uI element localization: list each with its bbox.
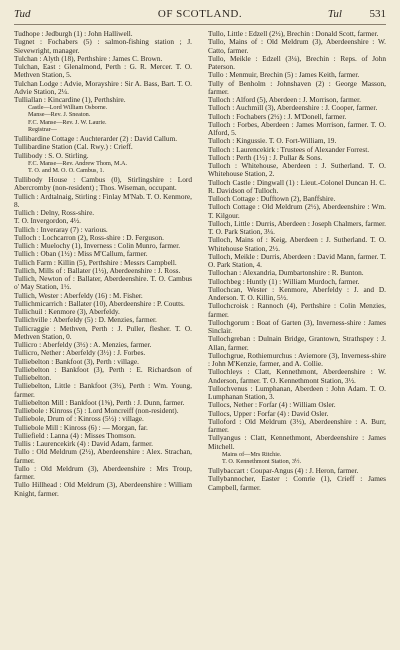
header-left-word: Tud [14, 8, 31, 20]
gazetteer-entry: Tullo : Old Meldrum (2½), Aberdeenshire : Alex. Strachan, farmer. [14, 447, 192, 465]
gazetteer-entry: Tulloch : Perth (1½) : J. Pullar & Sons. [208, 152, 323, 162]
gazetteer-sub-entry: Manse—Rev. J. Sneaton. [28, 111, 91, 119]
gazetteer-entry: Tullo, Meikle : Edzell (3¼), Brechin : Reps. of John Paterson. [208, 53, 386, 71]
gazetteer-entry: Tullochcan, Wester : Kenmore, Aberfeldy : J. and D. Anderson. T. O. Killin, 5½. [208, 284, 386, 302]
gazetteer-entry: Tulchan, East : Glenalmond, Perth : G. R. Mercer. T. O. Methven Station, 5. [14, 62, 192, 80]
gazetteer-entry: Tullich, Mills of : Ballater (1½), Aberdeenshire : J. Ross. [14, 265, 181, 275]
header-right [328, 8, 386, 20]
gazetteer-entry: Tulloch : Alford (5), Aberdeen : J. Morrison, farmer. [208, 95, 361, 104]
gazetteer-entry: Tullicro, Nether : Aberfeldy (3½) : J. Forbes. [14, 348, 146, 358]
gazetteer-entry: Tulloch : Kingussie. T. O. Fort-William, 19. [208, 136, 337, 146]
gazetteer-entry: Tullybannocher, Easter : Comrie (1), Crieff : James Campbell, farmer. [208, 474, 386, 492]
gazetteer-sub-entry: F.C. Manse—Rev. Andrew Thom, M.A. [28, 159, 128, 167]
gazetteer-entry: Tulloch : Laurencekirk : Trustees of Alexander Forrest. [208, 144, 370, 154]
gazetteer-entry: Tullich, Wester : Aberfeldy (16) : M. Fisher. [14, 290, 143, 300]
gazetteer-entry: Tulloch, Mains of : Keig, Aberdeen : J. Sutherland. T. O. Whitehouse Station, 2½. [208, 235, 386, 253]
gazetteer-entry: Tulloch, Little : Durris, Aberdeen : Joseph Chalmers, farmer. T. O. Park Station, 3¼. [208, 218, 386, 236]
gazetteer-entry: Tulloch : Lochcarron (2), Ross-shire : D. Ferguson. [14, 232, 164, 242]
gazetteer-entry: Tullich, Newton of : Ballater, Aberdeenshire. T. O. Cambus o' May Station, 1½. [14, 274, 192, 292]
gazetteer-entry: Tullochgorum : Boat of Garten (3), Inverness-shire : James Sinclair. [208, 317, 386, 335]
gazetteer-entry: Tudhope : Jedburgh (1) : John Halliwell. [14, 29, 133, 38]
gazetteer-entry: Tulliebelton : Bankfoot (3), Perth : village. [14, 356, 139, 366]
gazetteer-entry: Tullich : Delny, Ross-shire. [14, 208, 95, 218]
gazetteer-entry: Tulloford : Old Meldrum (3½), Aberdeenshire : A. Burr, farmer. [208, 416, 386, 434]
gazetteer-entry: Tulliebole Mill : Kinross (6) : — Morgan, far. [14, 422, 148, 432]
gazetteer-entry: T. O. Invergordon, 4½. [14, 216, 82, 226]
gazetteer-entry: Tullocs, Upper : Forfar (4) : David Osler. [208, 408, 329, 418]
gazetteer-entry: Tullochgrue, Rothiemurchus : Aviemore (3), Inverness-shire : John M'Kenzie, farmer, and A. Collie. [208, 350, 386, 368]
gazetteer-entry: Tulloch Cottage : Old Meldrum (2½), Aberdeenshire : Wm. T. Kilgour. [208, 202, 386, 220]
gazetteer-entry: Tullichmicarrich : Ballater (10), Aberdeenshire : P. Coutts. [14, 298, 185, 308]
gazetteer-entry: Tullochcroisk : Rannoch (4), Perthshire : Colin Menzies, farmer. [208, 301, 386, 319]
gazetteer-entry: Tullochan : Alexandria, Dumbartonshire : R. Bunton. [208, 268, 364, 278]
gazetteer-entry: Tulloch : Whitehouse, Aberdeen : J. Sutherland. T. O. Whitehouse Station, 2. [208, 161, 386, 179]
right-column [208, 30, 386, 492]
gazetteer-entry: Tulchan : Alyth (18), Perthshire : James C. Brown. [14, 53, 163, 63]
gazetteer-entry: Tulloch, Meikle : Durris, Aberdeen : David Mann, farmer. T. O. Park Station, 4. [208, 251, 386, 269]
gazetteer-entry: Tullibardine Cottage : Auchterarder (2) : David Callum. [14, 134, 178, 144]
gazetteer-entry: Tulloch : Forbes, Aberdeen : James Morrison, farmer. T. O. Alford, 5. [208, 119, 386, 137]
gazetteer-entry: Tullibardine Station (Cal. Rwy.) : Crieff. [14, 142, 133, 152]
gazetteer-entry: Tullochvenus : Lumphanan, Aberdeen : John Adam. T. O. Lumphanan Station, 3. [208, 383, 386, 401]
gazetteer-entry: Tullo Hillhead : Old Meldrum (3), Aberdeenshire : William Knight, farmer. [14, 480, 192, 498]
gazetteer-entry: Tullibody : S. O. Stirling. [14, 150, 89, 160]
gazetteer-entry: Tullo, Mains of : Old Meldrum (3), Aberdeenshire : W. Catto, farmer. [208, 37, 386, 55]
gazetteer-entry: Tullis : Laurencekirk (4) : David Adam, farmer. [14, 439, 153, 449]
gazetteer-entry: Tullo : Old Meldrum (3), Aberdeenshire : Mrs Troup, farmer. [14, 463, 192, 482]
gazetteer-entry: Tulliefield : Lanna (4) : Misses Thomson. [14, 430, 136, 440]
page-number: 531 [369, 8, 386, 20]
gazetteer-entry: Tullibody House : Cambus (0), Stirlingshire : Lord Abercromby (non-resident) ; Thos. Wiseman, occupant. [14, 175, 192, 193]
gazetteer-entry: Tulloch Castle : Dingwall (1) : Lieut.-Colonel Duncan H. C. R. Davidson of Tulloch. [208, 177, 386, 195]
gazetteer-entry: Tullicro : Aberfeldy (3½) : A. Menzies, farmer. [14, 340, 152, 350]
gazetteer-sub-entry: F.C. Manse—Rev. J. W. Laurie. [28, 118, 107, 126]
gazetteer-sub-entry: Registrar— [28, 125, 57, 133]
gazetteer-entry: Tullich : Oban (1½) : Miss M'Callum, farmer. [14, 249, 148, 259]
gazetteer-entry: Tulloch : Auchmill (3), Aberdeenshire : J. Cooper, farmer. [208, 103, 378, 113]
left-column [14, 30, 192, 498]
gazetteer-entry: Tullochbeg : Huntly (1) : William Murdoch, farmer. [208, 276, 360, 286]
gazetteer-entry: Tullich : Inveraray (7) : various. [14, 224, 108, 234]
gazetteer-entry: Tulloch Cottage : Dufftown (2), Banffshire. [208, 194, 336, 203]
header-rule [14, 24, 386, 25]
gazetteer-sub-entry: T. O. Kennethmont Station, 3½. [222, 457, 302, 465]
gazetteer-entry: Tulliallan : Kincardine (1), Perthshire. [14, 95, 126, 104]
gazetteer-entry: Tullich : Muelochy (1), Inverness : Colin Munro, farmer. [14, 241, 181, 251]
gazetteer-entry: Tullichuil : Kenmore (3), Aberfeldy. [14, 307, 120, 317]
gazetteer-sub-entry: Castle—Lord William Osborne. [28, 104, 108, 112]
gazetteer-entry: Tullo : Menmuir, Brechin (5) : James Keith, farmer. [208, 70, 360, 80]
gazetteer-entry: Tullich : Ardtalnaig, Stirling : Finlay M'Nab. T. O. Kenmore, 8. [14, 191, 192, 209]
gazetteer-entry: Tullyangus : Clatt, Kennethmont, Aberdeenshire : James Mitchell. [208, 433, 386, 451]
header-center-title: OF SCOTLAND. [157, 8, 243, 20]
gazetteer-entry: Tulliebole : Kinross (5) : Lord Moncreiff (non-resident). [14, 406, 179, 416]
gazetteer-sub-entry: T. O. and M. O. O. Cambus, 1. [28, 167, 105, 175]
gazetteer-entry: Tulloch : Fochabers (2½) : J. M'Donell, farmer. [208, 111, 347, 121]
gazetteer-entry: Tulliebelton, Little : Bankfoot (3½), Perth : Wm. Young, farmer. [14, 381, 192, 399]
gazetteer-entry: Tullichville : Aberfeldy (5) : D. Menzies, farmer. [14, 315, 157, 325]
gazetteer-sub-entry: Mains of—Mrs Ritchie. [222, 450, 282, 458]
gazetteer-entry: Tullochleys : Clatt, Kennethmont, Aberdeenshire : W. Anderson, farmer. T. O. Kennethmont Station, 3½. [208, 367, 386, 385]
running-header [14, 8, 386, 24]
gazetteer-entry: Tullybaccart : Coupar-Angus (4) : J. Heron, farmer. [208, 466, 359, 476]
gazetteer-entry: Tulliebelton : Bankfoot (3), Perth : E. Richardson of Tulliebelton. [14, 364, 192, 383]
gazetteer-entry: Tullich Farm : Killin (5), Perthshire : Messrs Campbell. [14, 257, 177, 267]
header-right-word: Tul [327, 8, 342, 20]
gazetteer-entry: Tullo, Little : Edzell (2½), Brechin : Donald Scott, farmer. [208, 29, 379, 38]
gazetteer-entry: Tully of Benholm : Johnshaven (2) : George Masson, farmer. [208, 78, 386, 96]
gazetteer-entry: Tullicraggie : Methven, Perth : J. Puller, flesher. T. O. Methven Station, 0. [14, 323, 192, 341]
gazetteer-entry: Tullocs, Nether : Forfar (4) : William Osler. [208, 400, 336, 410]
gazetteer-entry: Tulliebole, Drum of : Kinross (5½) : village. [14, 414, 144, 424]
gazetteer-entry: Tulchan Lodge : Advie, Morayshire : Sir A. Bass, Bart. T. O. Advie Station, 2¼. [14, 78, 192, 96]
gazetteer-entry: Tugnet : Fochabers (5) : salmon-fishing station ; J. Sievewright, manager. [14, 37, 192, 55]
gazetteer-entry: Tullochgreban : Dulnain Bridge, Grantown, Strathspey : J. Allan, farmer. [208, 334, 386, 352]
gazetteer-entry: Tulliebelton Mill : Bankfoot (1⅝), Perth : J. Dunn, farmer. [14, 397, 185, 407]
